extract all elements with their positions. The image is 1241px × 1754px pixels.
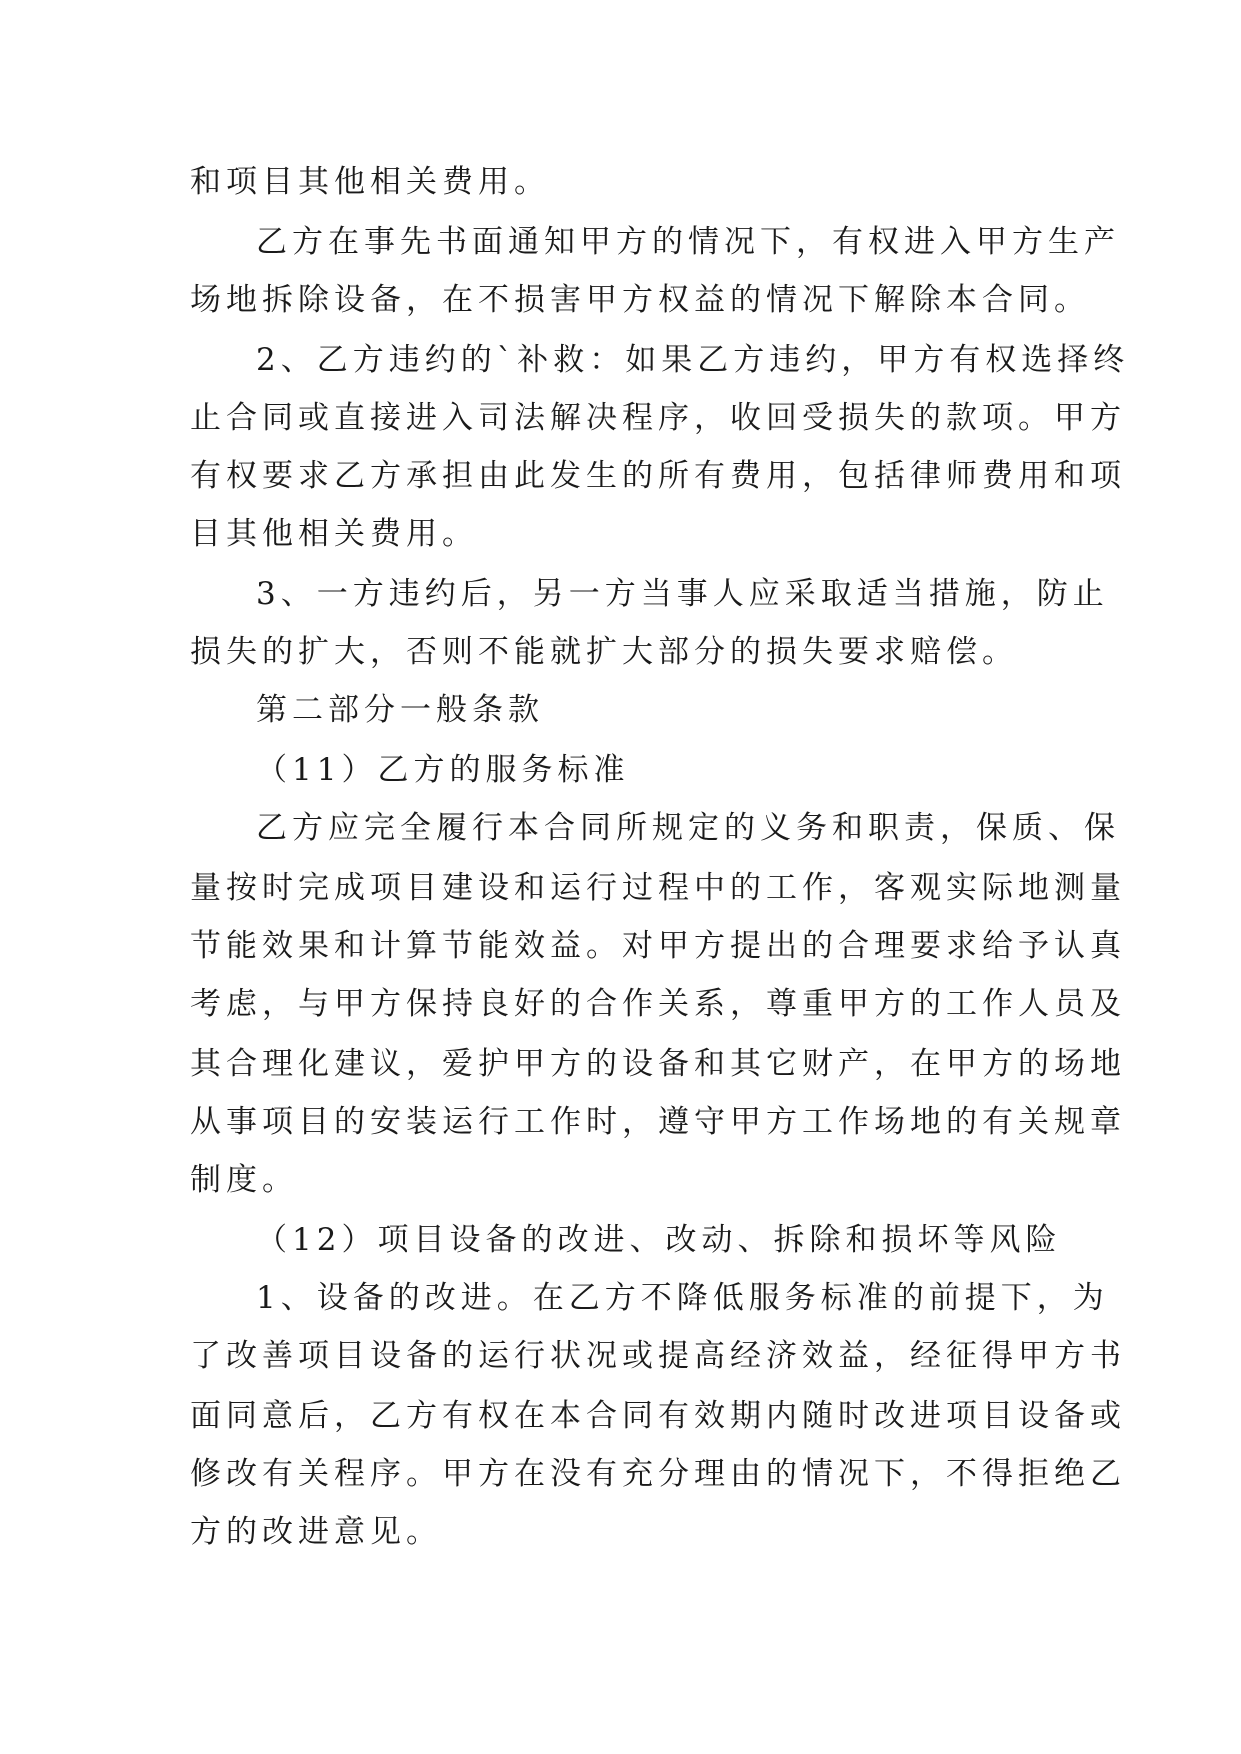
text-line: 3、一方违约后，另一方当事人应采取适当措施，防止 (256, 576, 1109, 612)
text-line: 制度。 (190, 1162, 298, 1198)
clause-heading: （12）项目设备的改进、改动、拆除和损坏等风险 (256, 1222, 1062, 1258)
text-line: 止合同或直接进入司法解决程序，收回受损失的款项。甲方 (190, 400, 1126, 436)
text-line: 从事项目的安装运行工作时，遵守甲方工作场地的有关规章 (190, 1104, 1126, 1140)
text-line: 考虑，与甲方保持良好的合作关系，尊重甲方的工作人员及 (190, 986, 1126, 1022)
text-line: 面同意后，乙方有权在本合同有效期内随时改进项目设备或 (190, 1398, 1126, 1434)
text-line: 1、设备的改进。在乙方不降低服务标准的前提下，为 (256, 1280, 1109, 1316)
text-line: 方的改进意见。 (190, 1514, 442, 1550)
text-line: 和项目其他相关费用。 (190, 164, 550, 200)
text-line: 其合理化建议，爱护甲方的设备和其它财产，在甲方的场地 (190, 1046, 1126, 1082)
text-line: 乙方应完全履行本合同所规定的义务和职责，保质、保 (256, 810, 1120, 846)
text-line: 目其他相关费用。 (190, 516, 478, 552)
text-line: 损失的扩大，否则不能就扩大部分的损失要求赔偿。 (190, 634, 1018, 670)
text-line: 修改有关程序。甲方在没有充分理由的情况下，不得拒绝乙 (190, 1456, 1126, 1492)
text-line: 了改善项目设备的运行状况或提高经济效益，经征得甲方书 (190, 1338, 1126, 1374)
text-line: 有权要求乙方承担由此发生的所有费用，包括律师费用和项 (190, 458, 1126, 494)
text-line: 场地拆除设备，在不损害甲方权益的情况下解除本合同。 (190, 282, 1090, 318)
text-line: 节能效果和计算节能效益。对甲方提出的合理要求给予认真 (190, 928, 1126, 964)
text-line: 量按时完成项目建设和运行过程中的工作，客观实际地测量 (190, 870, 1126, 906)
section-heading: 第二部分一般条款 (256, 692, 544, 728)
clause-heading: （11）乙方的服务标准 (256, 752, 630, 788)
text-line: 乙方在事先书面通知甲方的情况下，有权进入甲方生产 (256, 224, 1120, 260)
text-line: 2、乙方违约的`补救：如果乙方违约，甲方有权选择终 (256, 342, 1130, 378)
